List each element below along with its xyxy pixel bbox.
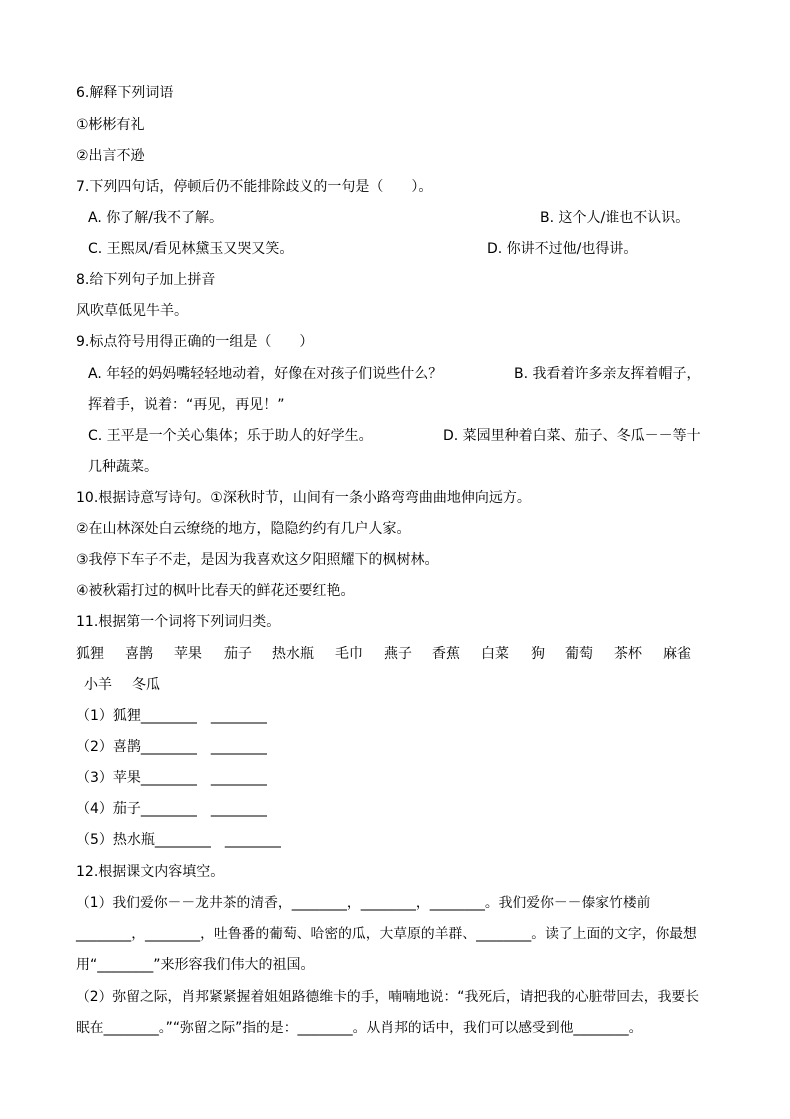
q11-word: 喜鹊 (125, 646, 153, 662)
q10-item-2: ②在山林深处白云缭绕的地方，隐隐约约有几户人家。 (76, 521, 411, 537)
q7-option-d: D. 你讲不过他/也得讲。 (487, 241, 638, 257)
q6-title: 6.解释下列词语 (76, 85, 174, 101)
q12-part1-line3: 用“________”来形容我们伟大的祖国。 (76, 957, 315, 973)
q9-title: 9.标点符号用得正确的一组是（ ） (76, 334, 314, 350)
q12-part2-line1: （2）弥留之际，肖邦紧紧握着姐姐路德维卡的手，喃喃地说：“我死后，请把我的心脏带回去，我要长 (76, 989, 699, 1005)
q11-word: 葡萄 (565, 646, 593, 662)
q11-line-5: （5）热水瓶________ ________ (76, 832, 281, 848)
q11-line-2: （2）喜鹊________ ________ (76, 739, 267, 755)
q11-word: 冬瓜 (132, 677, 160, 693)
q9-option-c: C. 王平是一个关心集体；乐于助人的好学生。 (88, 428, 373, 444)
q7-option-c: C. 王熙凤/看见林黛玉又哭又笑。 (88, 241, 294, 257)
q11-line-3: （3）苹果________ ________ (76, 770, 267, 786)
q6-item-2: ②出言不逊 (76, 148, 145, 164)
q11-word: 热水瓶 (272, 646, 314, 662)
q11-line-4: （4）茄子________ ________ (76, 801, 267, 817)
q12-part1-line2: ________，________，吐鲁番的葡萄、哈密的瓜，大草原的羊群、________。读了上面的文字，你最想 (76, 926, 697, 942)
q11-word: 燕子 (384, 646, 412, 662)
q11-word: 茄子 (224, 646, 252, 662)
q9-option-d-cont: 几种蔬菜。 (88, 459, 158, 475)
q10-item-3: ③我停下车子不走，是因为我喜欢这夕阳照耀下的枫树林。 (76, 552, 439, 568)
q7-option-b: B. 这个人/谁也不认识。 (540, 210, 690, 226)
q11-word: 小羊 (84, 677, 112, 693)
q9-option-a: A. 年轻的妈妈嘴轻轻地动着，好像在对孩子们说些什么？ (88, 366, 443, 382)
q7-option-a: A. 你了解/我不了解。 (88, 210, 223, 226)
q10-item-4: ④被秋霜打过的枫叶比春天的鲜花还要红艳。 (76, 583, 355, 599)
q9-option-d: D. 菜园里种着白菜、茄子、冬瓜－－等十 (443, 428, 701, 444)
q11-word: 白菜 (481, 646, 509, 662)
q11-word: 苹果 (174, 646, 202, 662)
q11-title: 11.根据第一个词将下列词归类。 (76, 614, 281, 630)
q10-title: 10.根据诗意写诗句。①深秋时节，山间有一条小路弯弯曲曲地伸向远方。 (76, 490, 531, 506)
q9-option-b: B. 我看着许多亲友挥着帽子， (514, 366, 701, 382)
q11-word: 狐狸 (76, 646, 104, 662)
q12-part2-line2: 眠在________。”“弥留之际”指的是：________。从肖邦的话中，我们可以感受到他________。 (76, 1020, 643, 1036)
q8-title: 8.给下列句子加上拼音 (76, 272, 216, 288)
q11-word: 麻雀 (663, 646, 691, 662)
q9-option-b-cont: 挥着手，说着：“再见，再见！” (88, 397, 285, 413)
q11-word: 毛巾 (335, 646, 363, 662)
q8-sentence: 风吹草低见牛羊。 (76, 303, 188, 319)
q7-title: 7.下列四句话，停顿后仍不能排除歧义的一句是（ ）。 (76, 179, 433, 195)
q11-word: 狗 (531, 646, 545, 662)
q12-title: 12.根据课文内容填空。 (76, 864, 225, 880)
q6-item-1: ①彬彬有礼 (76, 117, 145, 133)
q11-word: 香蕉 (432, 646, 460, 662)
q12-part1-line1: （1）我们爱你－－龙井茶的清香，________，________，________。我们爱你－－傣家竹楼前 (76, 895, 651, 911)
q11-word: 茶杯 (614, 646, 642, 662)
q11-line-1: （1）狐狸________ ________ (76, 708, 267, 724)
